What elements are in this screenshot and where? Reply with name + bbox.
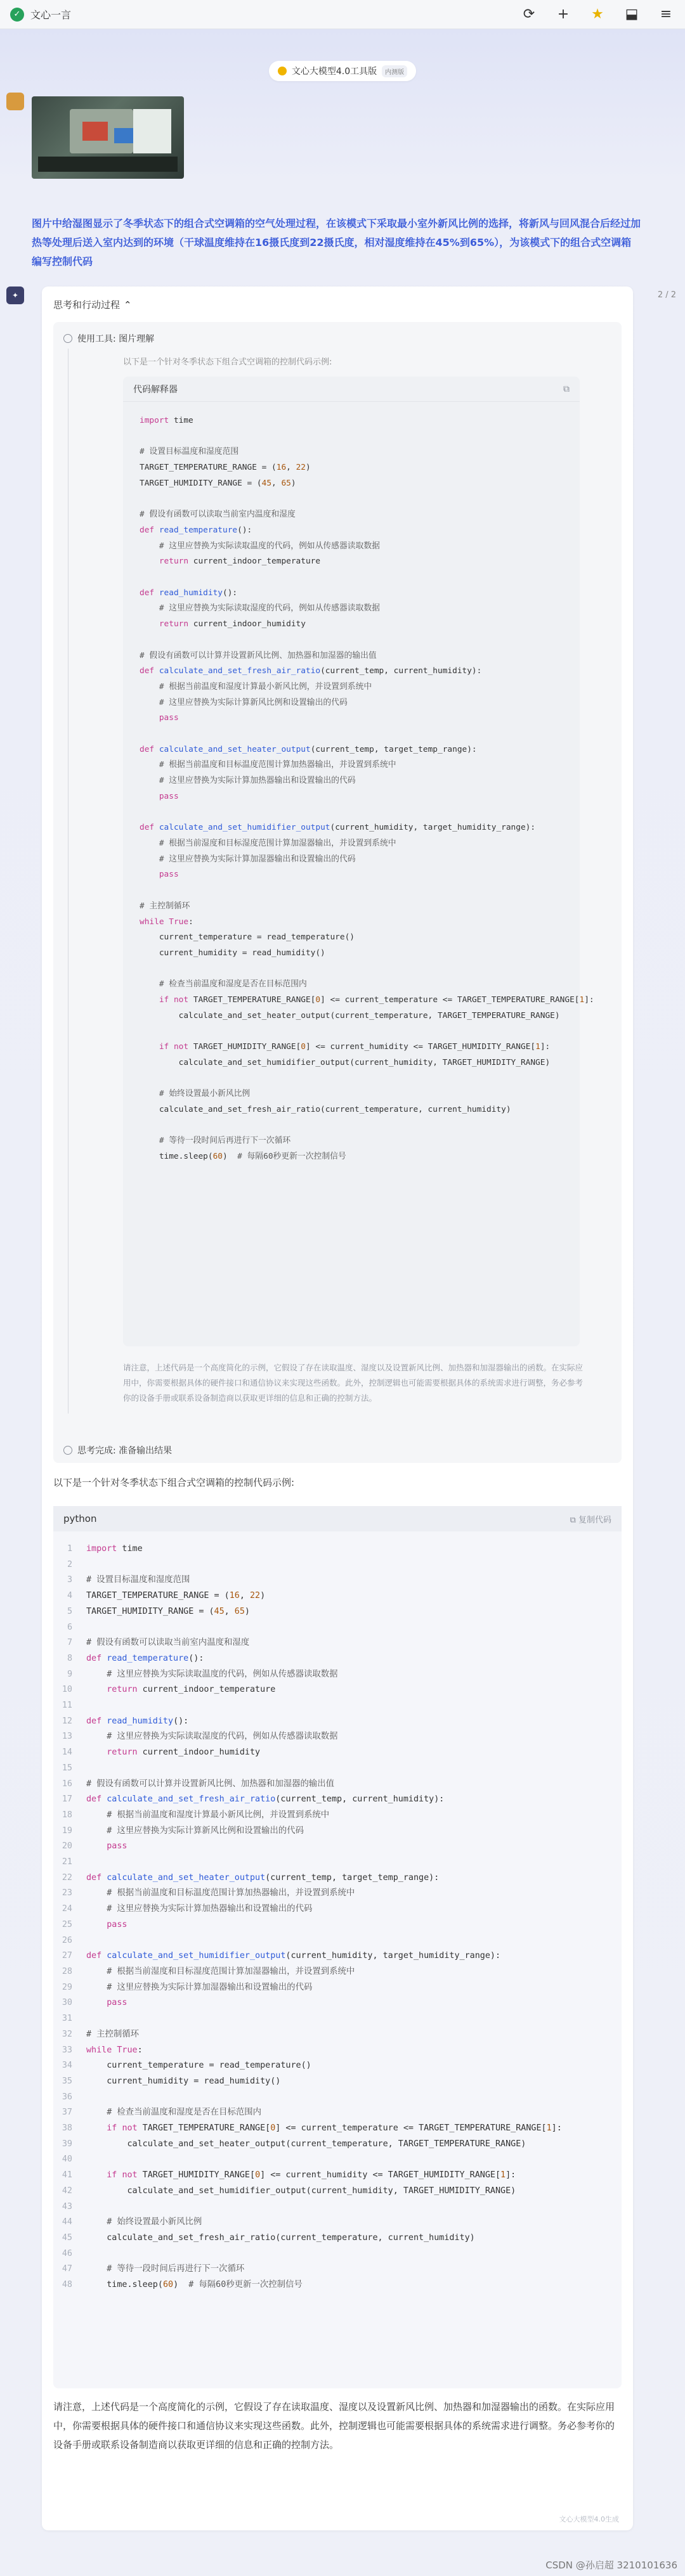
chat-page xyxy=(0,29,685,2576)
menu-icon[interactable]: ≡ xyxy=(660,6,672,22)
plus-icon[interactable]: + xyxy=(557,6,570,22)
code-interpreter-block xyxy=(123,377,594,1346)
check-circle-icon xyxy=(63,1446,72,1455)
model-tag: 内测版 xyxy=(382,65,407,77)
copy-code-button[interactable]: ⧉ 复制代码 xyxy=(570,1515,611,1525)
watermark: 文心大模型4.0生成 xyxy=(559,2515,619,2523)
thinking-label: 思考和行动过程 xyxy=(53,299,121,311)
refresh-icon[interactable]: ⟳ xyxy=(523,6,535,22)
tool-label: 使用工具: 图片理解 xyxy=(77,334,155,344)
answer-intro: 以下是一个针对冬季状态下组合式空调箱的控制代码示例: xyxy=(53,1477,295,1488)
thinking-done-label: 思考完成: 准备输出结果 xyxy=(77,1446,173,1456)
line-numbers: 1 2 3 4 5 6 7 8 9 10 11 12 13 14 15 16 17 18 19 20 21 22 23 24 25 26 27 28 29 30 31 32 33 34 35 36 37 38 39 40 41 42 43 44 45 46 47 48 xyxy=(62,1544,72,2290)
user-avatar xyxy=(6,93,24,110)
share-icon[interactable]: ⬓ xyxy=(625,6,639,22)
code-text: import time # 设置目标温度和湿度范围 TARGET_TEMPERATURE_RANGE = (16, 22) TARGET_HUMIDITY_RANGE = (45, 65) # 假设有函数可以读取当前室内温度和湿度 def read_temperature(): # 这里应替换为实际读取温度的代码，例如从传感器读取数据 return current_indoor_temperature def read_humidity(): # 这里应替换为实际读取湿度的代码，例如从传感器读取数据 return current_indoor_humidity # 假设有函数可以计算并设置新风比例、加热器和加湿器的输出值 def calculate_and_set_fresh_air_ratio(current_temp, current_humidity): # 根据当前温度和湿度计算最小新风比例，并设置到系统中 # 这里应替换为实际计算新风比例和设置输出的代码 pass def calculate_and_set_heater_output(current_temp, target_temp_range): # 根据当前温度和目标温度范围计算加热器输出，并设置到系统中 # 这里应替换为实际计算加热器输出和设置输出的代码 pass def calculate_and_set_humidifier_output(current_humidity, target_humidity_range): # 根据当前湿度和目标湿度范围计算加湿器输出，并设置到系统中 # 这里应替换为实际计算加湿器输出和设置输出的代码 pass # 主控制循环 while True: current_temperature = read_temperature() current_humidity = read_humidity() # 检查当前温度和湿度是否在目标范围内 if not TARGET_TEMPERATURE_RANGE[0] <= current_temperature <= TARGET_TEMPERATURE_RANGE[1]: calculate_and_set_heater_output(current_temperature, TARGET_TEMPERATURE_RANGE) if not TARGET_HUMIDITY_RANGE[0] <= current_humidity <= TARGET_HUMIDITY_RANGE[1]: calculate_and_set_humidifier_output(current_humidity, TARGET_HUMIDITY_RANGE) # 始终设置最小新风比例 calculate_and_set_fresh_air_ratio(current_temperature, current_humidity) # 等待一段时间后再进行下一次循环 time.sleep(60) # 每隔60秒更新一次控制信号 xyxy=(86,1544,562,2290)
thinking-toggle[interactable] xyxy=(53,298,132,311)
user-question: 图片中给湿图显示了冬季状态下的组合式空调箱的空气处理过程，在该模式下采取最小室外新风比例的选择，将新风与回风混合后经过加热等处理后送入室内达到的环境（干球温度维持在16摄氏度到22摄氏度，相对湿度维持在45%到65%），为该模式下的组合式空调箱编写控制代码 xyxy=(32,217,641,267)
csdn-watermark: CSDN @孙启超 3210101636 xyxy=(545,2560,677,2571)
model-name: 文心大模型4.0工具版 xyxy=(291,67,377,77)
copy-code-label: 复制代码 xyxy=(578,1515,611,1525)
browser-toolbar xyxy=(0,0,685,29)
response-pager[interactable]: 2 / 2 xyxy=(657,290,676,300)
mini-code-text: import time # 设置目标温度和湿度范围 TARGET_TEMPERATURE_RANGE = (16, 22) TARGET_HUMIDITY_RANGE = (45, 65) # 假设有函数可以读取当前室内温度和湿度 def read_temperature(): # 这里应替换为实际读取温度的代码，例如从传感器读取数据 return current_indoor_temperature def read_humidity(): # 这里应替换为实际读取湿度的代码，例如从传感器读取数据 return current_indoor_humidity # 假设有函数可以计算并设置新风比例、加热器和加湿器的输出值 def calculate_and_set_fresh_air_ratio(current_temp, current_humidity): # 根据当前温度和湿度计算最小新风比例，并设置到系统中 # 这里应替换为实际计算新风比例和设置输出的代码 pass def calculate_and_set_heater_output(current_temp, target_temp_range): # 根据当前温度和目标温度范围计算加热器输出，并设置到系统中 # 这里应替换为实际计算加热器输出和设置输出的代码 pass def calculate_and_set_humidifier_output(current_humidity, target_humidity_range): # 根据当前湿度和目标湿度范围计算加湿器输出，并设置到系统中 # 这里应替换为实际计算加湿器输出和设置输出的代码 pass # 主控制循环 while True: current_temperature = read_temperature() current_humidity = read_humidity() # 检查当前温度和湿度是否在目标范围内 if not TARGET_TEMPERATURE_RANGE[0] <= current_temperature <= TARGET_TEMPERATURE_RANGE[1]: calculate_and_set_heater_output(current_temperature, TARGET_TEMPERATURE_RANGE) if not TARGET_HUMIDITY_RANGE[0] <= current_humidity <= TARGET_HUMIDITY_RANGE[1]: calculate_and_set_humidifier_output(current_humidity, TARGET_HUMIDITY_RANGE) # 始终设置最小新风比例 calculate_and_set_fresh_air_ratio(current_temperature, current_humidity) # 等待一段时间后再进行下一次循环 time.sleep(60) # 每隔60秒更新一次控制信号 xyxy=(140,416,594,1162)
thinking-panel xyxy=(53,322,622,1463)
answer-card xyxy=(42,287,633,2530)
chevron-up-icon: ⌃ xyxy=(124,299,132,311)
shield-icon: ✓ xyxy=(10,8,24,22)
star-icon[interactable]: ★ xyxy=(591,6,604,22)
code-interpreter-title: 代码解释器 xyxy=(133,384,178,395)
answer-note: 请注意，上述代码是一个高度简化的示例，它假设了存在读取温度、湿度以及设置新风比例、加热器和加湿器输出的函数。在实际应用中，你需要根据具体的硬件接口和通信协议来实现这些函数。此外，控制逻辑也可能需要根据具体的系统需求进行调整。务必参考你的设备手册或联系设备制造商以获取更详细的信息和正确的控制方法。 xyxy=(53,2401,615,2450)
code-language: python xyxy=(63,1513,97,1524)
thinking-intro: 以下是一个针对冬季状态下组合式空调箱的控制代码示例: xyxy=(123,357,332,367)
browser-tab[interactable] xyxy=(10,7,71,22)
check-circle-icon xyxy=(63,334,72,343)
thinking-note: 请注意，上述代码是一个高度简化的示例，它假设了存在读取温度、湿度以及设置新风比例、加热器和加湿器输出的函数。在实际应用中，你需要根据具体的硬件接口和通信协议来实现这些函数。此外，控制逻辑也可能需要根据具体的系统需求进行调整，务必参考你的设备手册或联系设备制造商以获取更详细的信息和正确的控制方法。 xyxy=(123,1363,584,1403)
model-badge[interactable] xyxy=(269,61,416,81)
bot-avatar: ✦ xyxy=(6,287,24,304)
uploaded-image[interactable] xyxy=(32,96,184,179)
copy-icon[interactable]: ⧉ xyxy=(563,383,570,394)
model-logo-icon xyxy=(278,67,287,75)
tab-title: 文心一言 xyxy=(30,9,72,21)
code-block xyxy=(53,1506,622,2388)
